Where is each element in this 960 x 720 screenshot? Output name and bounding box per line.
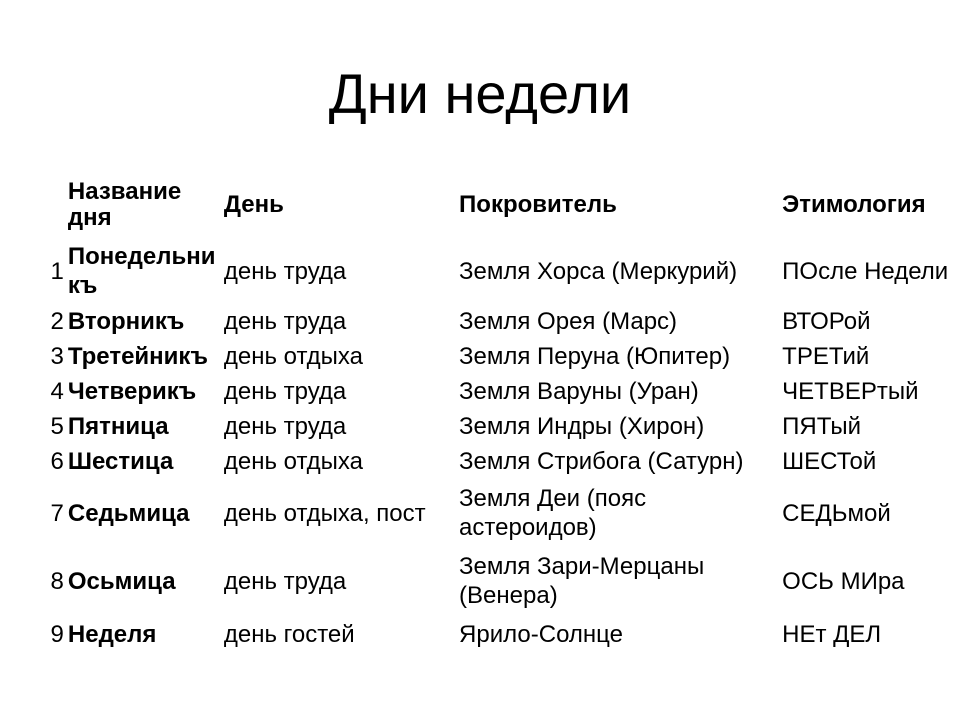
- row-name: Осьмица: [67, 567, 176, 595]
- row-etymology: ШЕСТой: [782, 448, 877, 475]
- row-num: 6: [50, 448, 64, 475]
- header-name: Название дня: [67, 178, 182, 231]
- row-patron: Земля Деи (пояс астероидов): [459, 485, 647, 541]
- row-patron: Земля Стрибога (Сатурн): [459, 448, 744, 475]
- row-name: Седьмица: [67, 499, 190, 527]
- row-etymology: ЧЕТВЕРтый: [782, 378, 919, 405]
- days-table: [30, 172, 960, 653]
- row-day: день отдыха, пост: [223, 499, 426, 527]
- row-patron: Земля Индры (Хирон): [459, 413, 705, 440]
- row-num: 7: [50, 499, 64, 527]
- row-name: Третейникъ: [67, 343, 208, 370]
- row-patron: Земля Хорса (Меркурий): [459, 257, 738, 285]
- row-day: день отдыха: [223, 343, 363, 370]
- row-name: Шестица: [67, 448, 174, 475]
- row-num: 1: [50, 257, 64, 285]
- row-num: 8: [50, 567, 64, 595]
- row-etymology: ПОсле Недели: [782, 257, 949, 285]
- row-name: Четверикъ: [67, 378, 197, 405]
- header-num: [30, 172, 64, 238]
- table-row: [30, 339, 960, 374]
- table-row: [30, 238, 960, 304]
- row-name: Пятница: [67, 413, 169, 440]
- table-row: [30, 615, 960, 653]
- table-row: [30, 479, 960, 547]
- row-patron: Ярило-Солнце: [459, 620, 623, 648]
- row-day: день труда: [223, 308, 347, 335]
- row-day: день гостей: [223, 620, 355, 648]
- table-row: [30, 304, 960, 339]
- header-patron: Покровитель: [459, 191, 617, 218]
- row-day: день труда: [223, 378, 347, 405]
- row-name: Вторникъ: [67, 308, 185, 335]
- row-name: Неделя: [67, 620, 157, 648]
- row-num: 2: [50, 308, 64, 335]
- row-patron: Земля Зари-Мерцаны (Венера): [459, 553, 705, 609]
- row-num: 9: [50, 620, 64, 648]
- table-row: [30, 374, 960, 409]
- row-etymology: ВТОРой: [782, 308, 871, 335]
- row-num: 3: [50, 343, 64, 370]
- table-header-row: [30, 172, 960, 238]
- row-etymology: ТРЕТий: [782, 343, 870, 370]
- row-day: день отдыха: [223, 448, 363, 475]
- row-day: день труда: [223, 413, 347, 440]
- page-title: Дни недели: [328, 62, 632, 125]
- row-etymology: ПЯТый: [782, 413, 861, 440]
- row-etymology: НЕт ДЕЛ: [782, 620, 882, 648]
- header-etymology: Этимология: [782, 191, 926, 218]
- row-name: Понедельни къ: [67, 243, 216, 299]
- row-num: 4: [50, 378, 64, 405]
- header-day: День: [223, 191, 284, 218]
- table-row: [30, 444, 960, 479]
- table-row: [30, 409, 960, 444]
- row-patron: Земля Варуны (Уран): [459, 378, 699, 405]
- row-day: день труда: [223, 257, 347, 285]
- row-etymology: СЕДЬмой: [782, 499, 891, 527]
- row-day: день труда: [223, 567, 347, 595]
- table-row: [30, 547, 960, 615]
- row-num: 5: [50, 413, 64, 440]
- row-etymology: ОСЬ МИра: [782, 567, 905, 595]
- row-patron: Земля Орея (Марс): [459, 308, 678, 335]
- row-patron: Земля Перуна (Юпитер): [459, 343, 731, 370]
